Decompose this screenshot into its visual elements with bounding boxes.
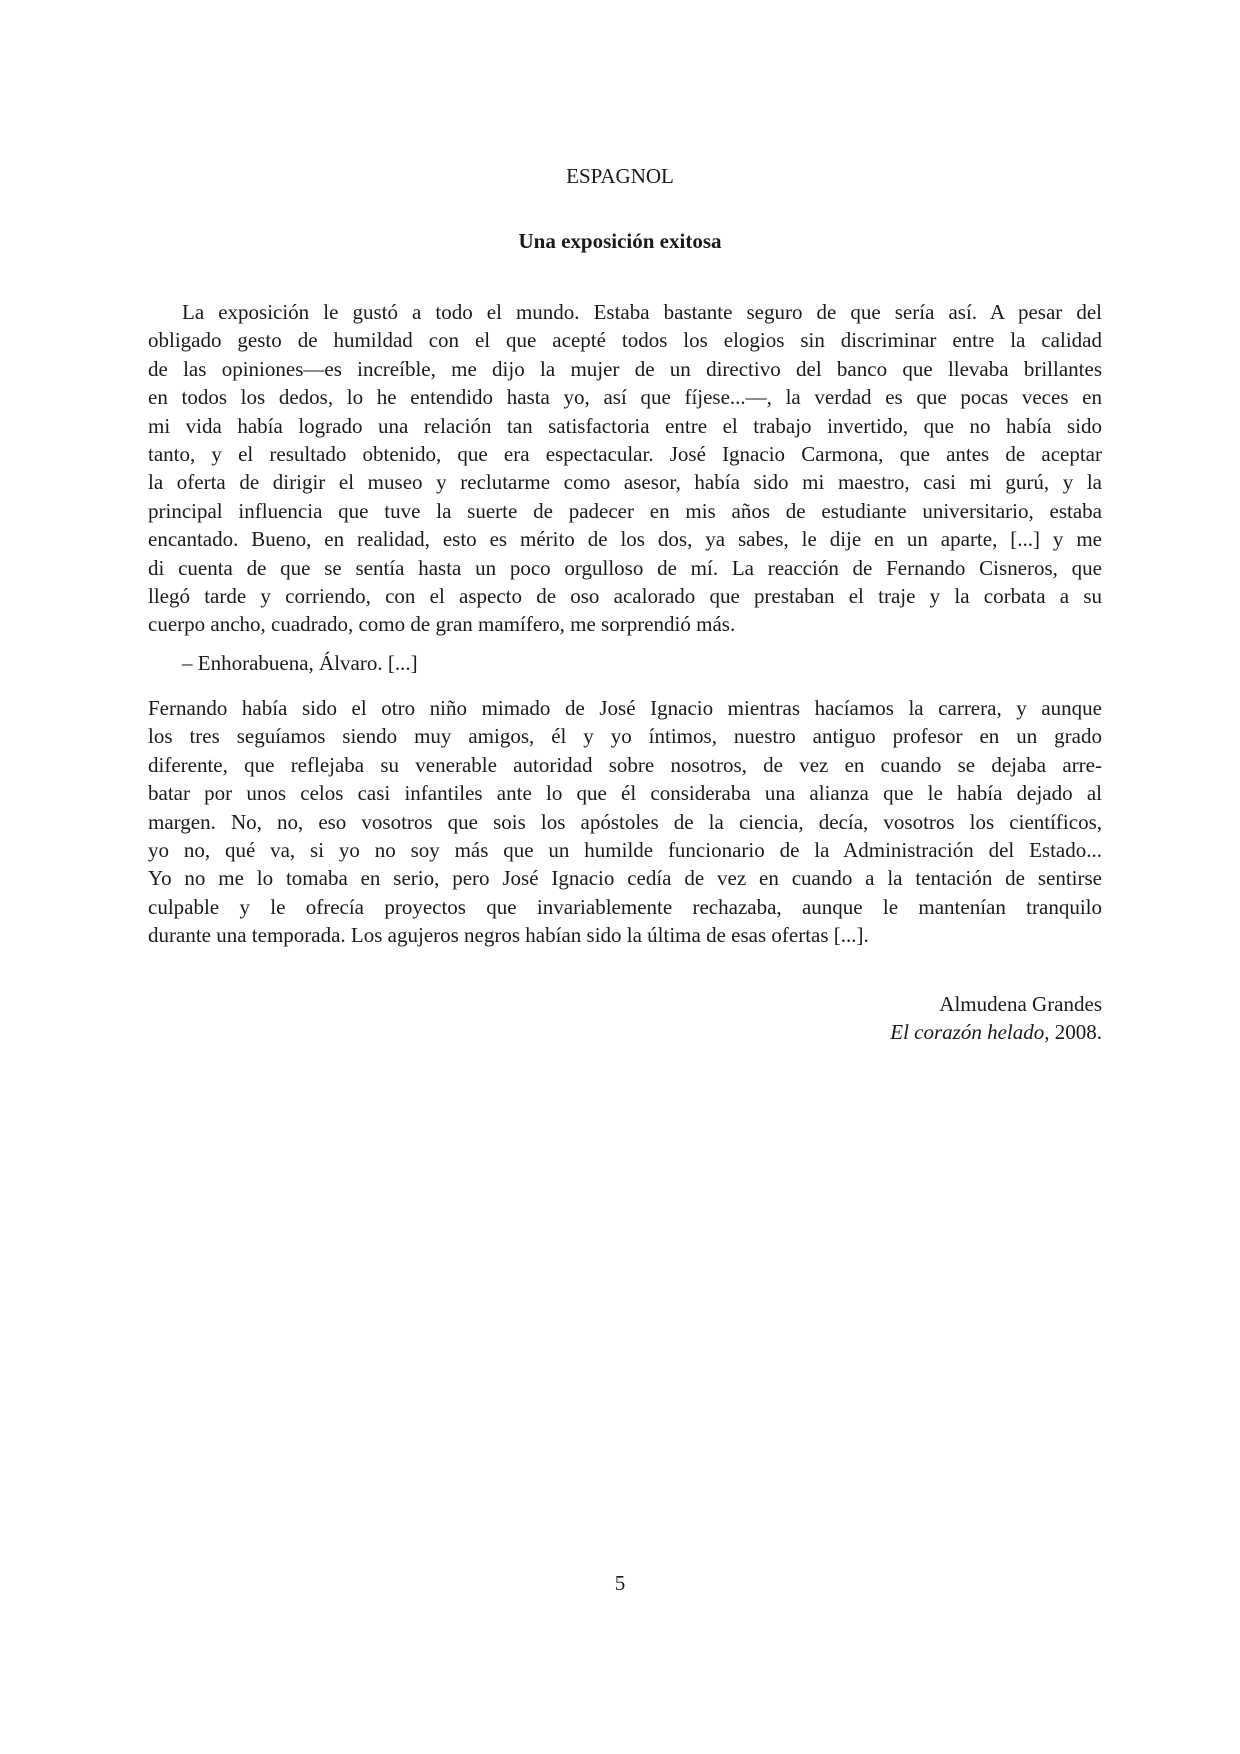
author-name: Almudena Grandes: [939, 992, 1102, 1016]
work-year: , 2008.: [1044, 1020, 1102, 1045]
text-line: – Enhorabuena, Álvaro. [...]: [182, 651, 418, 675]
text-line: encantado. Bueno, en realidad, esto es mérito de los dos, ya sabes, le dije en un aparte, [...] y me: [148, 527, 1102, 552]
text-line: los tres seguíamos siendo muy amigos, él y yo íntimos, nuestro antiguo profesor en un grado: [148, 724, 1102, 749]
text-title: Una exposición exitosa: [518, 229, 722, 253]
text-line: cuerpo ancho, cuadrado, como de gran mamífero, me sorprendió más.: [148, 612, 736, 637]
text-line: principal influencia que tuve la suerte de padecer en mis años de estudiante universitario, estaba: [148, 498, 1102, 523]
text-line: diferente, que reflejaba su venerable autoridad sobre nosotros, de vez en cuando se dejaba arre-: [148, 752, 1102, 777]
dialogue-line: [148, 649, 1102, 677]
text-line: Fernando había sido el otro niño mimado de José Ignacio mientras hacíamos la carrera, y aunque: [148, 696, 1102, 720]
text-line: La exposición le gustó a todo el mundo. Estaba bastante seguro de que sería así. A pesar del: [182, 300, 1102, 324]
text-line: de las opiniones—es increíble, me dijo la mujer de un directivo del banco que llevaba brillantes: [148, 356, 1102, 381]
paragraph-1: [148, 298, 1102, 639]
paragraph-2: [148, 694, 1102, 950]
text-line: yo no, qué va, si yo no soy más que un humilde funcionario de la Administración del Estado...: [148, 837, 1102, 862]
text-line: batar por unos celos casi infantiles ante lo que él consideraba una alianza que le había dejado al: [148, 781, 1102, 806]
text-line: di cuenta de que se sentía hasta un poco orgulloso de mí. La reacción de Fernando Cisneros, que: [148, 555, 1102, 580]
text-line: mi vida había logrado una relación tan satisfactoria entre el trabajo invertido, que no había sido: [148, 413, 1102, 438]
text-line: margen. No, no, eso vosotros que sois los apóstoles de la ciencia, decía, vosotros los científicos,: [148, 809, 1102, 834]
text-line: la oferta de dirigir el museo y reclutarme como asesor, había sido mi maestro, casi mi gurú, y la: [148, 470, 1102, 495]
attribution: [890, 990, 1102, 1047]
page-number: 5: [614, 1571, 626, 1595]
text-line: Yo no me lo tomaba en serio, pero José Ignacio cedía de vez en cuando a la tentación de sentirse: [148, 866, 1102, 891]
section-header: ESPAGNOL: [566, 164, 674, 188]
text-line: tanto, y el resultado obtenido, que era espectacular. José Ignacio Carmona, que antes de aceptar: [148, 441, 1102, 466]
text-line: durante una temporada. Los agujeros negros habían sido la última de esas ofertas [...].: [148, 923, 869, 948]
text-line: en todos los dedos, lo he entendido hasta yo, así que fíjese...—, la verdad es que pocas veces en: [148, 385, 1102, 410]
text-line: culpable y le ofrecía proyectos que invariablemente rechazaba, aunque le mantenían tranquilo: [148, 894, 1102, 919]
text-line: obligado gesto de humildad con el que acepté todos los elogios sin discriminar entre la calidad: [148, 328, 1102, 353]
work-title: El corazón helado: [890, 1020, 1045, 1045]
source-citation: [890, 1018, 1102, 1046]
text-line: llegó tarde y corriendo, con el aspecto de oso acalorado que prestaban el traje y la corbata a su: [148, 583, 1102, 608]
